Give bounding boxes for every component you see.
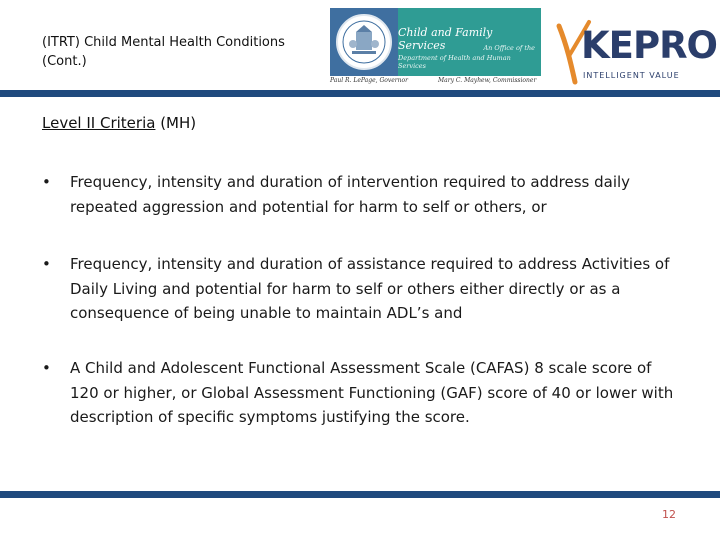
slide-title [42, 33, 312, 71]
kepro-wordmark: KEPRO [581, 24, 718, 67]
bullet-icon: • [42, 359, 51, 377]
slide-title-line-1: (ITRT) Child Mental Health Conditions [42, 35, 285, 50]
slide-title-line-2: (Cont.) [42, 54, 87, 69]
section-heading [42, 114, 196, 132]
list-item-text: Frequency, intensity and duration of assistance required to address Activities of Daily Living and potential for harm to self or others either directly or as a consequence of being unable to maintain ADL’s and [70, 255, 670, 322]
kepro-tagline: INTELLIGENT VALUE [583, 71, 680, 80]
cfs-governor: Paul R. LePage, Governor [330, 77, 409, 84]
list-item-text: Frequency, intensity and duration of intervention required to address daily repeated aggression and potential for harm to self or others, or [70, 173, 631, 216]
cfs-name: Child and Family Services [398, 26, 493, 52]
list-item [42, 252, 682, 326]
section-heading-underlined: Level II Criteria [42, 114, 156, 132]
section-heading-suffix: (MH) [155, 114, 197, 132]
list-item-text: A Child and Adolescent Functional Assessment Scale (CAFAS) 8 scale score of 120 or higher, or Global Assessment Functioning (GAF) score of 40 or lower with description of specific symptoms justifying the score. [70, 359, 674, 426]
cfs-subtitle-line-1: An Office of the [483, 44, 535, 52]
page-number: 12 [662, 508, 676, 521]
cfs-commissioner: Mary C. Mayhew, Commissioner [438, 77, 537, 84]
list-item [42, 356, 682, 430]
list-item [42, 170, 682, 219]
bullet-icon: • [42, 255, 51, 273]
footer-divider-bar [0, 491, 720, 498]
child-family-services-logo [328, 8, 541, 86]
header-divider-bar [0, 90, 720, 97]
bullet-icon: • [42, 173, 51, 191]
maine-seal-icon [330, 8, 398, 76]
cfs-officials [328, 76, 541, 86]
cfs-subtitle-line-2: Department of Health and Human Services [398, 54, 511, 70]
kepro-logo [553, 16, 718, 86]
cfs-banner [398, 8, 541, 76]
